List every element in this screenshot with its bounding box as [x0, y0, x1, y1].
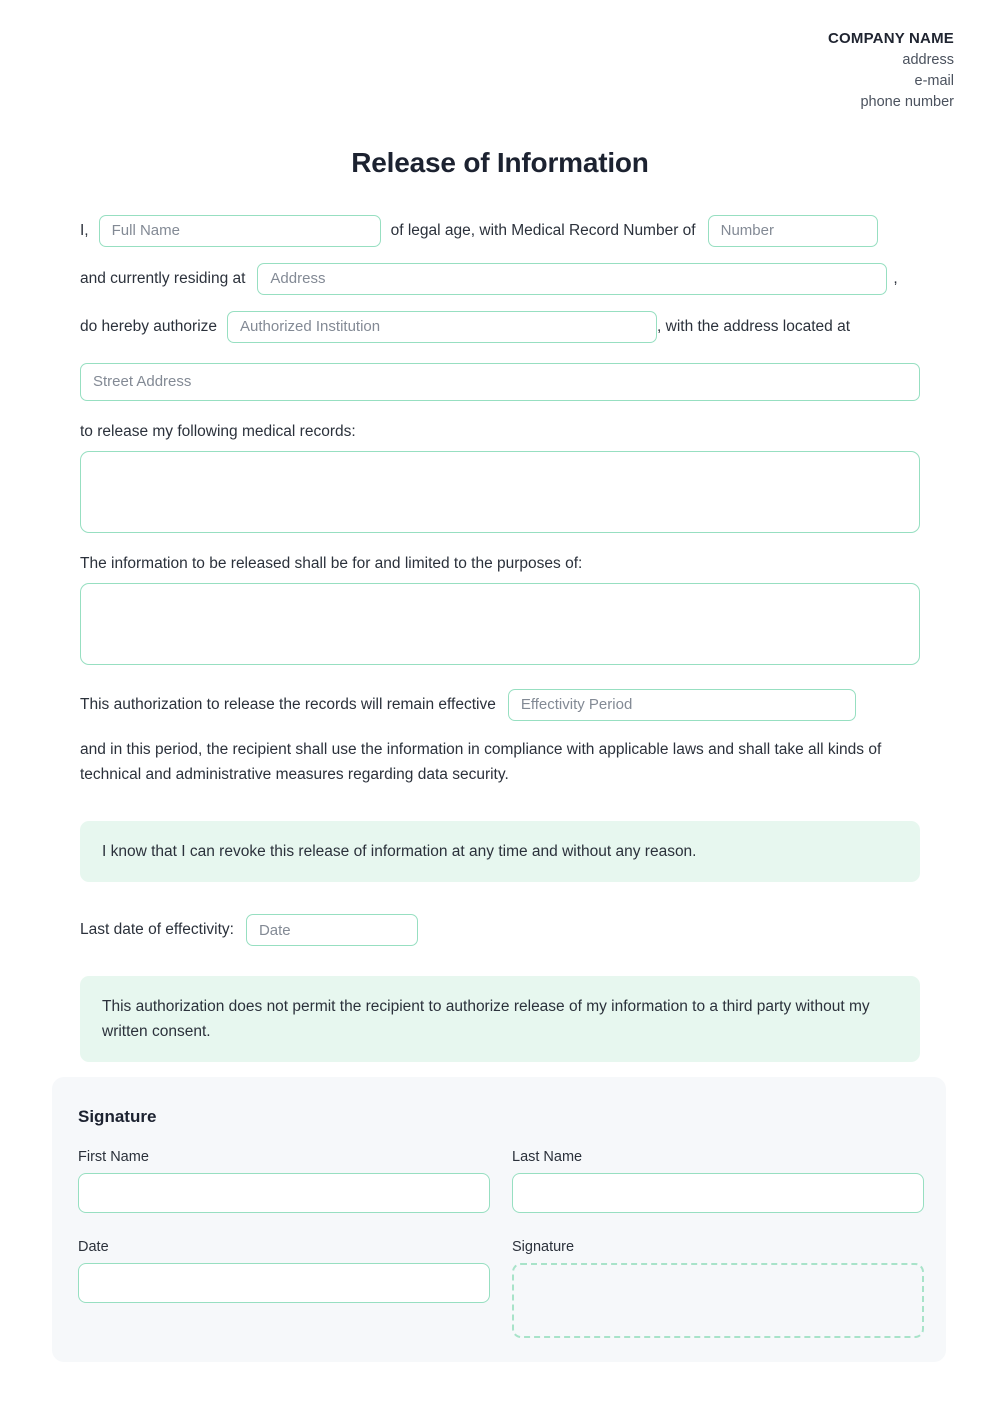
last-name-label: Last Name	[512, 1149, 583, 1165]
effective-label: This authorization to release the records will remain effective	[80, 695, 496, 713]
signature-heading: Signature	[78, 1107, 157, 1126]
purposes-textarea[interactable]	[80, 583, 920, 665]
compliance-paragraph: and in this period, the recipient shall use the information in compliance with applicable laws and shall take all kinds of technical and administrative measures regarding data security.	[80, 740, 882, 783]
last-date-row	[80, 914, 920, 946]
company-name: COMPANY NAME	[827, 30, 954, 47]
document-header	[0, 0, 1000, 113]
first-name-label: First Name	[78, 1149, 149, 1165]
last-date-input[interactable]	[246, 914, 418, 946]
purposes-label: The information to be released shall be for and limited to the purposes of:	[80, 554, 583, 572]
signature-date-label: Date	[78, 1239, 109, 1255]
residence-comma: ,	[893, 269, 898, 287]
company-phone: phone number	[860, 93, 954, 110]
last-date-label: Last date of effectivity:	[80, 921, 234, 939]
first-name-cell	[78, 1149, 490, 1338]
residing-label: and currently residing at	[80, 269, 246, 287]
form-body	[0, 215, 1000, 1063]
legal-age-label: of legal age, with Medical Record Number of	[390, 221, 696, 239]
medical-records-textarea[interactable]	[80, 451, 920, 533]
effectivity-period-input[interactable]	[508, 689, 856, 721]
signature-panel	[52, 1077, 946, 1362]
street-address-row	[80, 359, 920, 401]
authorize-row	[80, 311, 920, 343]
signature-date-input[interactable]	[78, 1263, 490, 1303]
identity-row	[80, 215, 920, 247]
effectivity-row	[80, 689, 920, 721]
residence-row	[80, 263, 920, 295]
page-title: Release of Information	[351, 146, 649, 178]
authorized-institution-input[interactable]	[227, 311, 657, 343]
signature-grid	[78, 1149, 920, 1338]
third-party-notice: This authorization does not permit the recipient to authorize release of my information to a third party without my written consent.	[80, 976, 920, 1062]
full-name-input[interactable]	[99, 215, 381, 247]
revoke-notice: I know that I can revoke this release of information at any time and without any reason.	[80, 821, 920, 882]
medical-records-label: to release my following medical records:	[80, 422, 356, 440]
medical-record-number-input[interactable]	[708, 215, 878, 247]
address-located-label: , with the address located at	[657, 317, 851, 335]
signature-draw-pad[interactable]	[512, 1263, 924, 1338]
last-name-input[interactable]	[512, 1173, 924, 1213]
last-name-cell	[512, 1149, 924, 1338]
signature-pad-label: Signature	[512, 1239, 575, 1255]
company-address: address	[902, 51, 954, 68]
residence-address-input[interactable]	[257, 263, 887, 295]
first-name-input[interactable]	[78, 1173, 490, 1213]
intro-prefix-label: I,	[80, 221, 89, 239]
street-address-input[interactable]	[80, 363, 920, 401]
company-email: e-mail	[914, 72, 954, 89]
authorize-label: do hereby authorize	[80, 317, 218, 335]
